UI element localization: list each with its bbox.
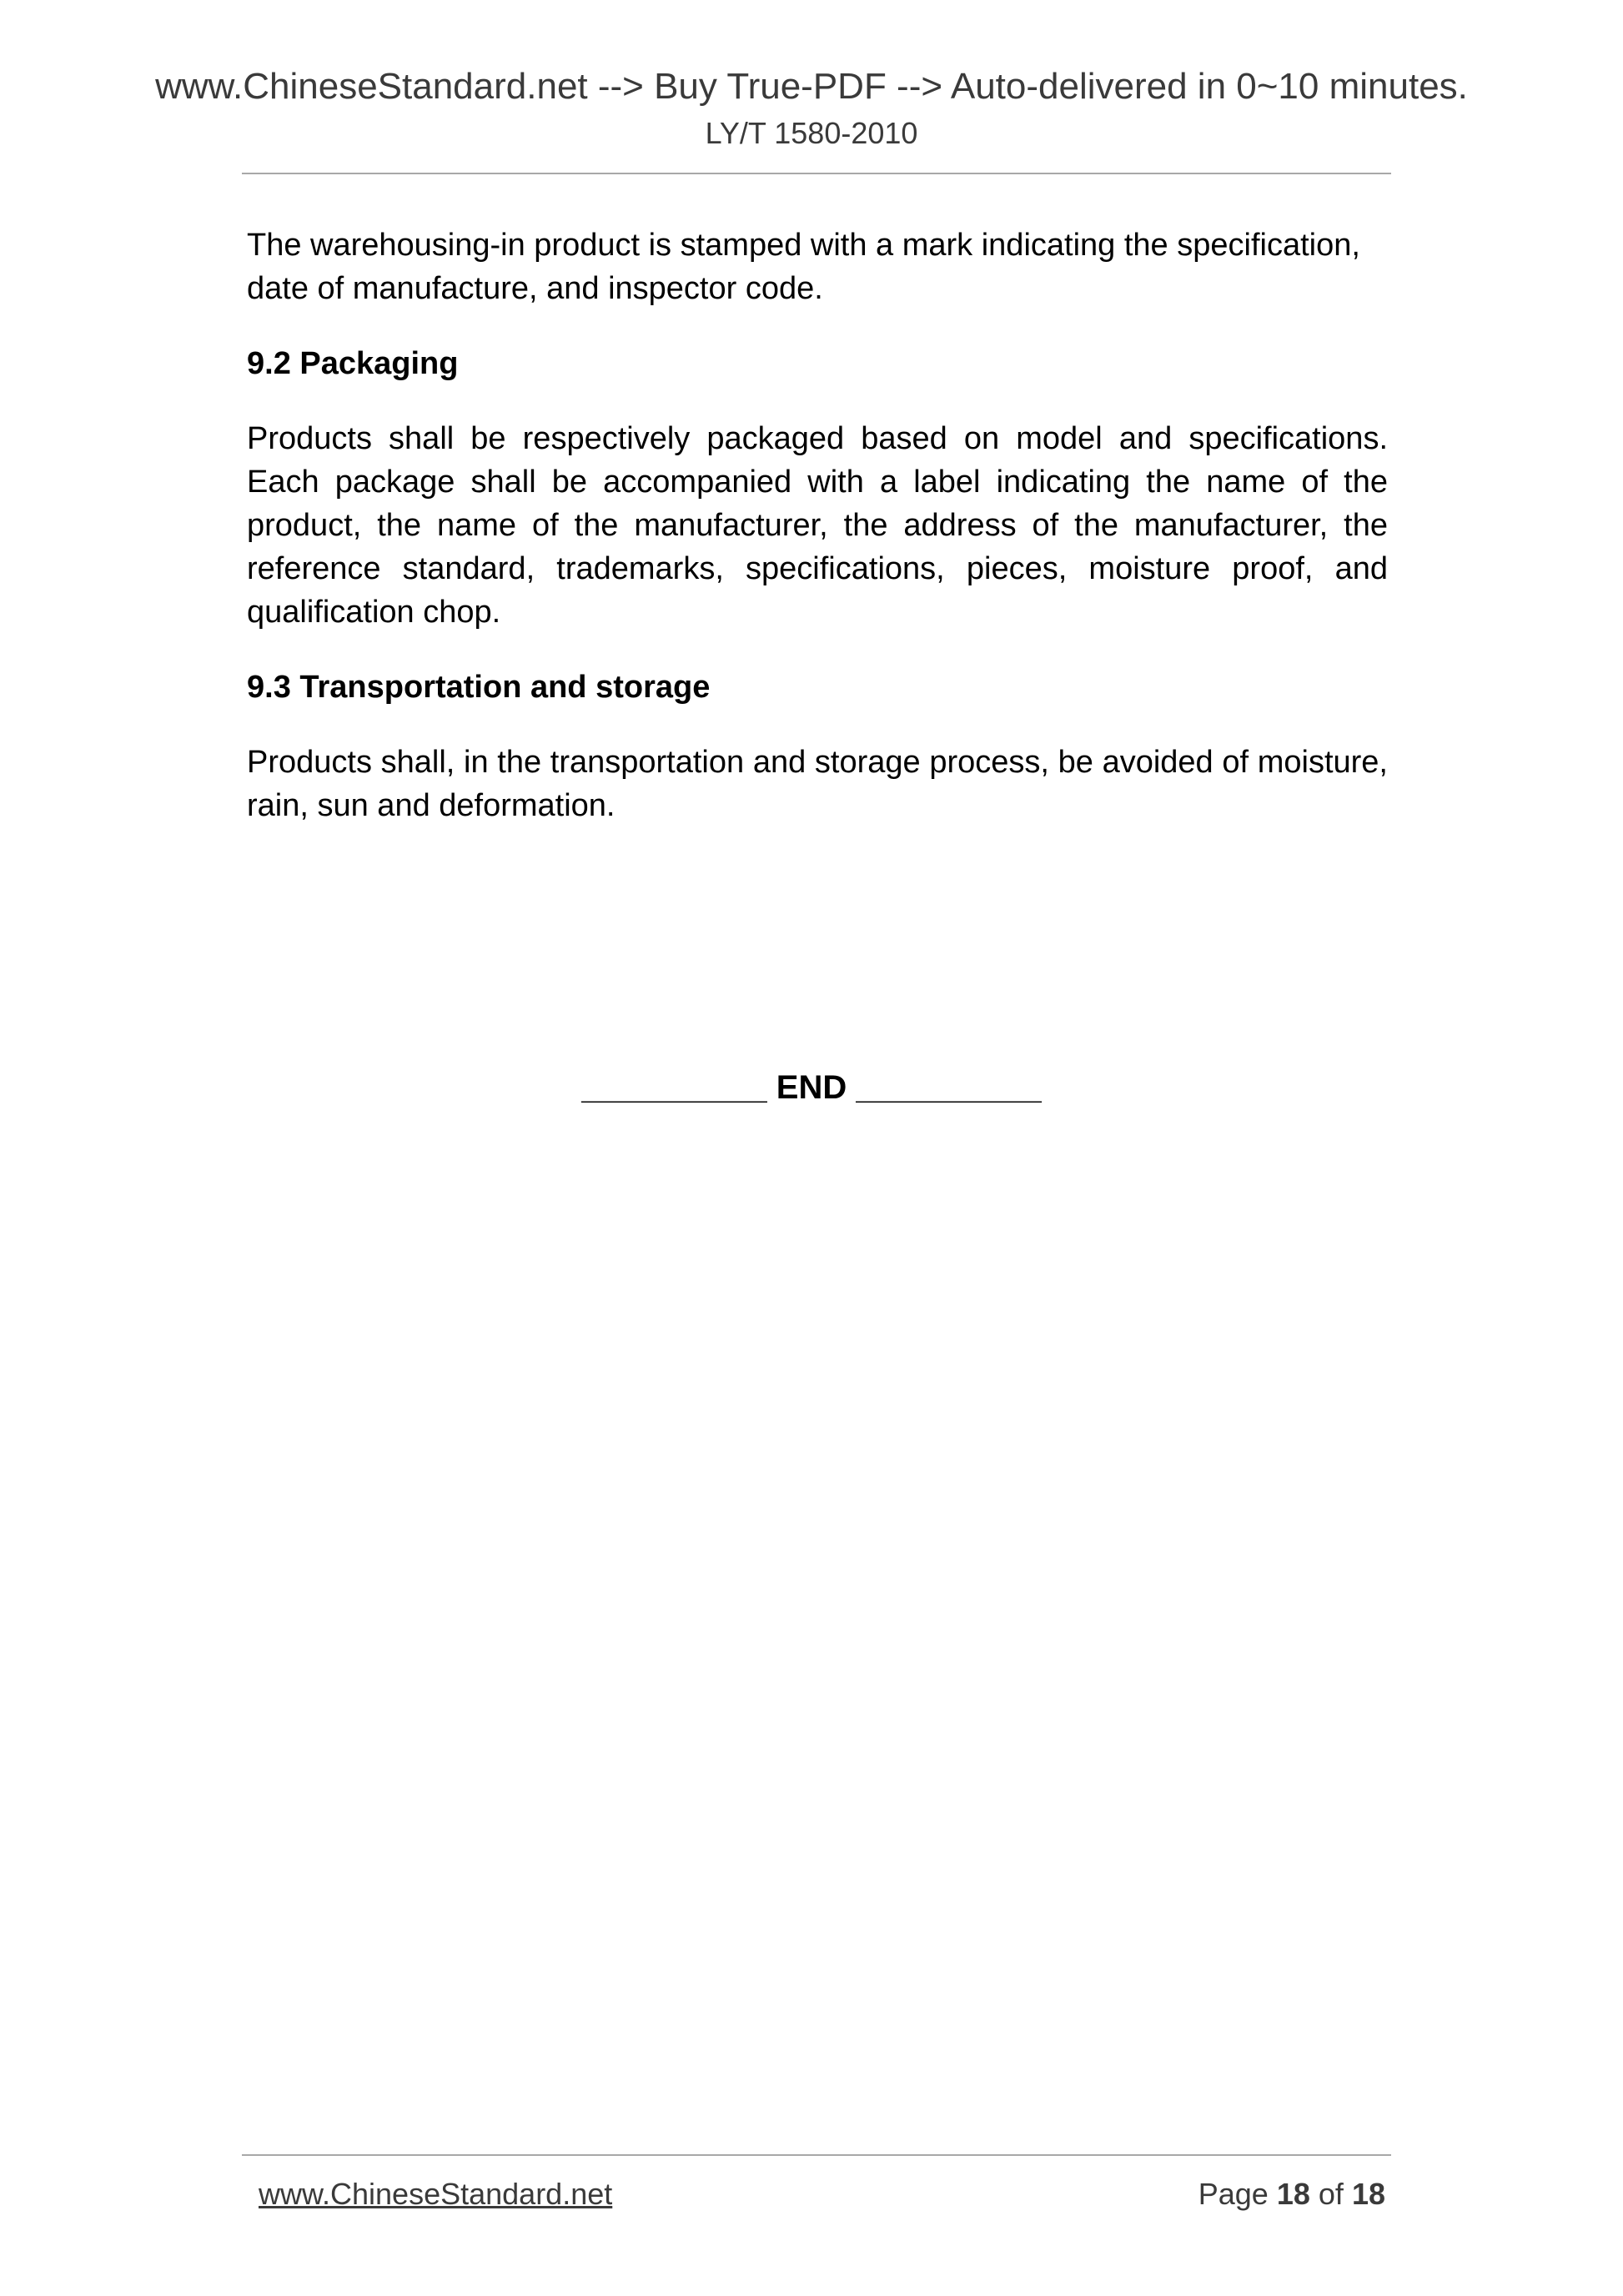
end-marker: __________ END __________ bbox=[581, 1069, 1042, 1106]
header-banner: www.ChineseStandard.net --> Buy True-PDF --> Auto-delivered in 0~10 minutes. bbox=[155, 66, 1468, 107]
section-heading-9-3: 9.3 Transportation and storage bbox=[247, 670, 711, 705]
footer-website-link[interactable]: www.ChineseStandard.net bbox=[259, 2177, 613, 2211]
header-divider bbox=[242, 173, 1391, 174]
section-text-9-2: Products shall be respectively packaged based on model and specifications. Each package shall be accompanied with a label indicating the name of the product, the name of the manufacturer, the address of the manufacturer, the reference standard, trademarks, specifications, pieces, moisture proof, and qualification chop. bbox=[247, 421, 1388, 630]
document-body bbox=[247, 224, 1388, 827]
intro-paragraph: The warehousing-in product is stamped with a mark indicating the specification, date of manufacture, and inspector code. bbox=[247, 228, 1360, 306]
section-heading-9-2: 9.2 Packaging bbox=[247, 346, 459, 381]
page-separator: of bbox=[1318, 2177, 1344, 2211]
standard-code: LY/T 1580-2010 bbox=[705, 116, 918, 150]
page-prefix: Page bbox=[1198, 2177, 1269, 2211]
total-pages-number: 18 bbox=[1351, 2177, 1385, 2211]
footer-divider bbox=[242, 2154, 1391, 2156]
page-indicator bbox=[1198, 2175, 1385, 2213]
current-page-number: 18 bbox=[1276, 2177, 1310, 2211]
section-text-9-3: Products shall, in the transportation and storage process, be avoided of moisture, rain, sun and deformation. bbox=[247, 745, 1388, 823]
